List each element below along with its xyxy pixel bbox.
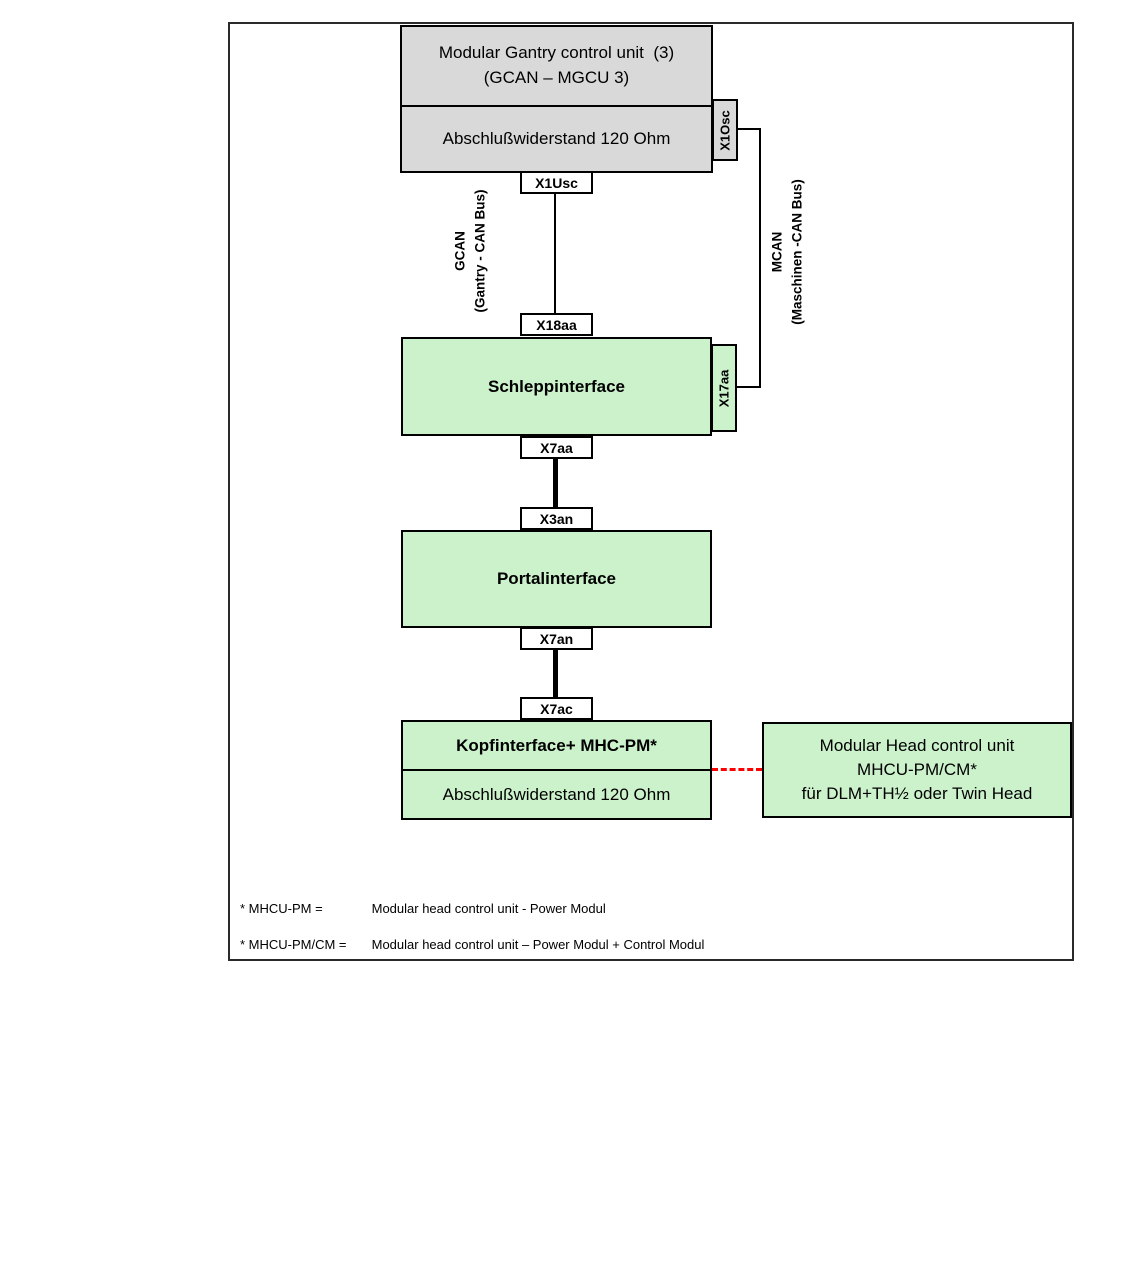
cable-x7aa-x3an <box>553 459 558 508</box>
connector-x18aa <box>520 313 593 336</box>
head-control-unit-box <box>762 722 1072 818</box>
gcan-bus-name: GCAN <box>452 231 468 271</box>
mcan-bus-line-top <box>737 128 761 130</box>
mcan-bus-line-bottom <box>737 386 761 388</box>
connector-x1osc <box>712 99 738 161</box>
gcan-bus-desc: (Gantry - CAN Bus) <box>472 189 487 313</box>
portalinterface-label: Portalinterface <box>496 569 617 588</box>
connector-x18aa-label: X18aa <box>536 316 577 333</box>
gantry-control-unit-box <box>400 25 713 173</box>
connector-x3an-label: X3an <box>539 510 574 527</box>
gcan-bus-line <box>554 193 556 313</box>
footnote-mhcu-pm-cm-text: Modular head control unit – Power Modul + Control Modul <box>371 937 705 952</box>
connector-x1osc-label: X1Osc <box>717 109 733 151</box>
kopfinterface-box <box>401 720 712 820</box>
gantry-title-line2: (GCAN – MGCU 3) <box>483 68 630 87</box>
mcan-bus-name: MCAN <box>769 231 785 273</box>
kopfinterface-title: Kopfinterface+ MHC-PM* <box>403 722 710 771</box>
connector-x17aa <box>711 344 737 432</box>
kopfinterface-terminator-label: Abschlußwiderstand 120 Ohm <box>442 784 671 804</box>
footnote-mhcu-pm-cm <box>240 937 704 952</box>
footnote-mhcu-pm-label: * MHCU-PM = <box>240 901 323 916</box>
head-unit-line2: MHCU-PM/CM* <box>857 759 977 779</box>
footnote-mhcu-pm <box>240 901 606 916</box>
head-unit-line1: Modular Head control unit <box>819 735 1015 755</box>
mcan-bus-label <box>767 179 806 325</box>
connector-x7an-label: X7an <box>539 630 574 647</box>
footnote-mhcu-pm-text: Modular head control unit - Power Modul <box>371 901 606 916</box>
connector-x1usc-label: X1Usc <box>535 174 578 191</box>
schleppinterface-label: Schleppinterface <box>488 376 625 396</box>
head-unit-line3: für DLM+TH½ oder Twin Head <box>801 784 1033 804</box>
connector-x7ac <box>520 697 593 720</box>
cable-x7an-x7ac <box>553 650 558 698</box>
footnote-mhcu-pm-cm-label: * MHCU-PM/CM = <box>240 937 347 952</box>
connector-x7ac-label: X7ac <box>540 700 573 717</box>
gcan-bus-label <box>450 189 489 312</box>
connector-x7aa <box>520 436 593 459</box>
connector-x7aa-label: X7aa <box>540 439 573 456</box>
portalinterface-box <box>401 530 712 628</box>
gantry-control-unit-title <box>402 27 711 107</box>
connector-x1usc <box>520 171 593 194</box>
connector-x3an <box>520 507 593 530</box>
schleppinterface-box <box>401 337 712 436</box>
mcan-bus-desc: (Maschinen -CAN Bus) <box>789 179 804 325</box>
connector-x7an <box>520 627 593 650</box>
mcan-bus-line-vertical <box>759 128 761 388</box>
gantry-terminator-label: Abschlußwiderstand 120 Ohm <box>442 129 671 148</box>
gantry-title-line1: Modular Gantry control unit (3) <box>438 43 675 63</box>
dashed-link-kopf-to-head-unit <box>712 768 762 771</box>
connector-x17aa-label: X17aa <box>716 369 732 407</box>
